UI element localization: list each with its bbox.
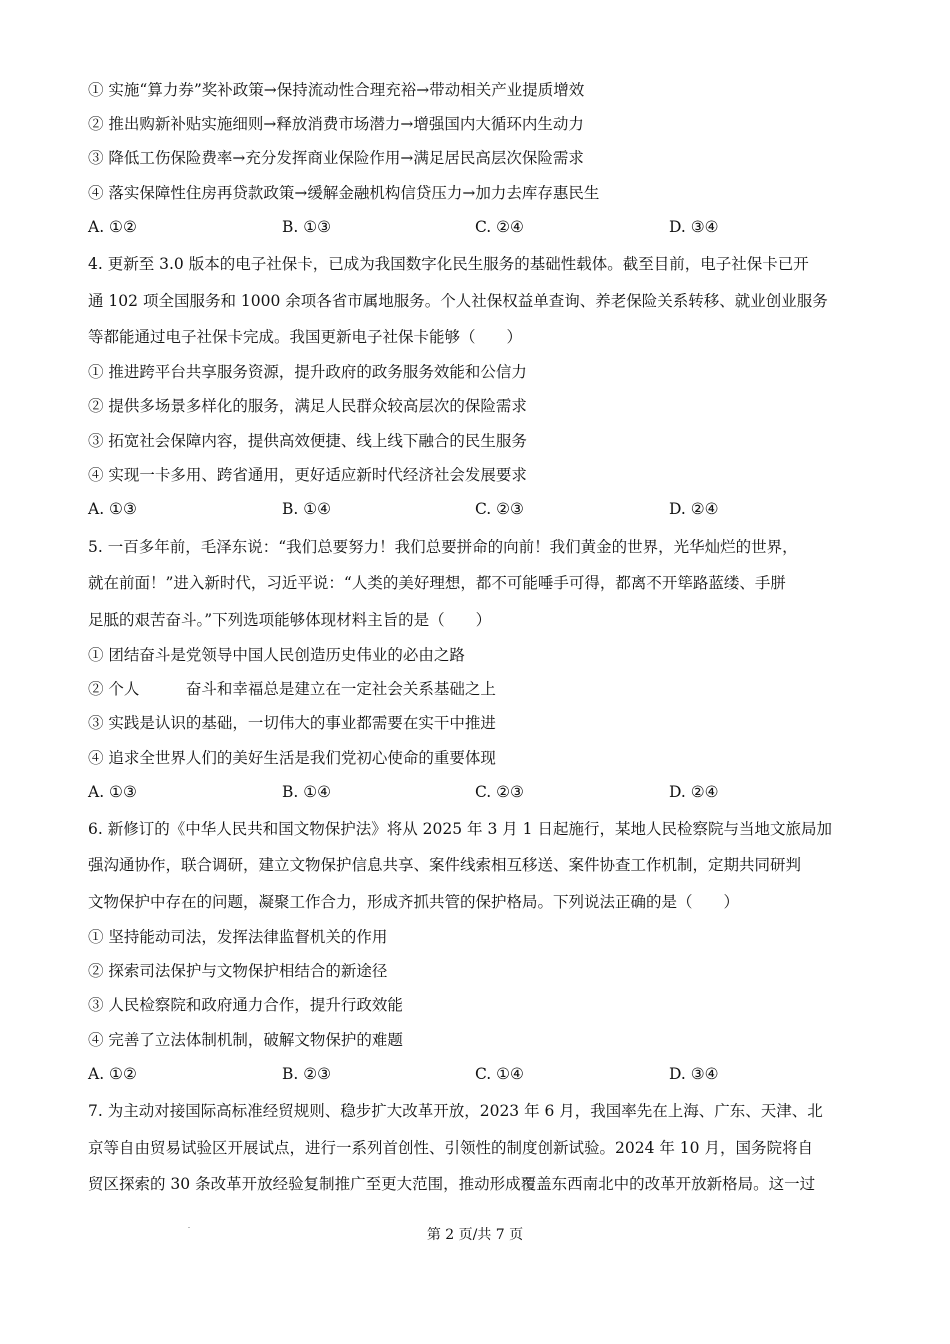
q4-option-d: D. ②④ — [669, 500, 719, 518]
q7-stem-line-1: 7. 为主动对接国际高标准经贸规则、稳步扩大改革开放，2023 年 6 月，我国率先在上海、广东、天津、北 — [88, 1102, 823, 1120]
q4-options — [88, 499, 878, 519]
q7-stem-line-3: 贸区探索的 30 条改革开放经验复制推广至更大范围，推动形成覆盖东西南北中的改革开放新格局。这一过 — [88, 1175, 816, 1193]
q5-stem-line-2: 就在前面！”进入新时代，习近平说：“人类的美好理想，都不可能唾手可得，都离不开筚路蓝缕、手胼 — [88, 574, 786, 592]
q4-item-4: ④ 实现一卡多用、跨省通用，更好适应新时代经济社会发展要求 — [88, 466, 527, 484]
q6-options — [88, 1064, 878, 1084]
q5-item-3: ③ 实践是认识的基础，一切伟大的事业都需要在实干中推进 — [88, 714, 496, 732]
q4-item-3: ③ 拓宽社会保障内容，提供高效便捷、线上线下融合的民生服务 — [88, 432, 527, 450]
q5-item-4: ④ 追求全世界人们的美好生活是我们党初心使命的重要体现 — [88, 749, 496, 767]
q3-option-d: D. ③④ — [669, 218, 719, 236]
q4-stem-line-2: 通 102 项全国服务和 1000 余项各省市属地服务。个人社保权益单查询、养老保险关系转移、就业创业服务 — [88, 292, 828, 310]
q3-item-3: ③ 降低工伤保险费率→充分发挥商业保险作用→满足居民高层次保险需求 — [88, 149, 584, 167]
q3-option-a: A. ①② — [88, 218, 137, 236]
q4-stem-line-3: 等都能通过电子社保卡完成。我国更新电子社保卡能够（ ） — [88, 328, 523, 346]
q5-item-2: ② 个人 奋斗和幸福总是建立在一定社会关系基础之上 — [88, 680, 496, 698]
q6-option-c: C. ①④ — [475, 1065, 524, 1083]
q6-stem-line-2: 强沟通协作，联合调研，建立文物保护信息共享、案件线索相互移送、案件协查工作机制，定期共同研判 — [88, 856, 802, 874]
q4-item-2: ② 提供多场景多样化的服务，满足人民群众较高层次的保险需求 — [88, 397, 527, 415]
q3-options — [88, 217, 878, 237]
q5-option-a: A. ①③ — [88, 783, 137, 801]
q6-item-4: ④ 完善了立法体制机制，破解文物保护的难题 — [88, 1031, 403, 1049]
q6-option-a: A. ①② — [88, 1065, 137, 1083]
q6-item-3: ③ 人民检察院和政府通力合作，提升行政效能 — [88, 996, 403, 1014]
q5-stem-line-3: 足胝的艰苦奋斗。”下列选项能够体现材料主旨的是（ ） — [88, 611, 492, 629]
q4-stem-line-1: 4. 更新至 3.0 版本的电子社保卡，已成为我国数字化民生服务的基础性载体。截至目前，电子社保卡已开 — [88, 255, 809, 273]
q4-item-1: ① 推进跨平台共享服务资源，提升政府的政务服务效能和公信力 — [88, 363, 527, 381]
q4-option-c: C. ②③ — [475, 500, 524, 518]
q6-stem-line-1: 6. 新修订的《中华人民共和国文物保护法》将从 2025 年 3 月 1 日起施行，某地人民检察院与当地文旅局加 — [88, 820, 832, 838]
q3-option-b: B. ①③ — [282, 218, 332, 236]
q3-option-c: C. ②④ — [475, 218, 524, 236]
q3-item-4: ④ 落实保障性住房再贷款政策→缓解金融机构信贷压力→加力去库存惠民生 — [88, 184, 600, 202]
q5-item-1: ① 团结奋斗是党领导中国人民创造历史伟业的必由之路 — [88, 646, 465, 664]
q6-item-2: ② 探索司法保护与文物保护相结合的新途径 — [88, 962, 388, 980]
q4-option-b: B. ①④ — [282, 500, 332, 518]
q3-item-1: ① 实施“算力券”奖补政策→保持流动性合理充裕→带动相关产业提质增效 — [88, 81, 585, 99]
q6-stem-line-3: 文物保护中存在的问题，凝聚工作合力，形成齐抓共管的保护格局。下列说法正确的是（ ） — [88, 893, 740, 911]
q6-option-d: D. ③④ — [669, 1065, 719, 1083]
q5-option-d: D. ②④ — [669, 783, 719, 801]
q7-stem-line-2: 京等自由贸易试验区开展试点，进行一系列首创性、引领性的制度创新试验。2024 年 10 月，国务院将自 — [88, 1139, 813, 1157]
q3-item-2: ② 推出购新补贴实施细则→释放消费市场潜力→增强国内大循环内生动力 — [88, 115, 584, 133]
q6-option-b: B. ②③ — [282, 1065, 332, 1083]
q5-options — [88, 782, 878, 802]
page-number-footer: 第 2 页/共 7 页 — [426, 1227, 524, 1243]
q5-stem-line-1: 5. 一百多年前，毛泽东说：“我们总要努力！我们总要拼命的向前！我们黄金的世界，光华灿烂的世界， — [88, 538, 798, 556]
q5-option-b: B. ①④ — [282, 783, 332, 801]
q4-option-a: A. ①③ — [88, 500, 137, 518]
q6-item-1: ① 坚持能动司法，发挥法律监督机关的作用 — [88, 928, 388, 946]
q5-option-c: C. ②③ — [475, 783, 524, 801]
